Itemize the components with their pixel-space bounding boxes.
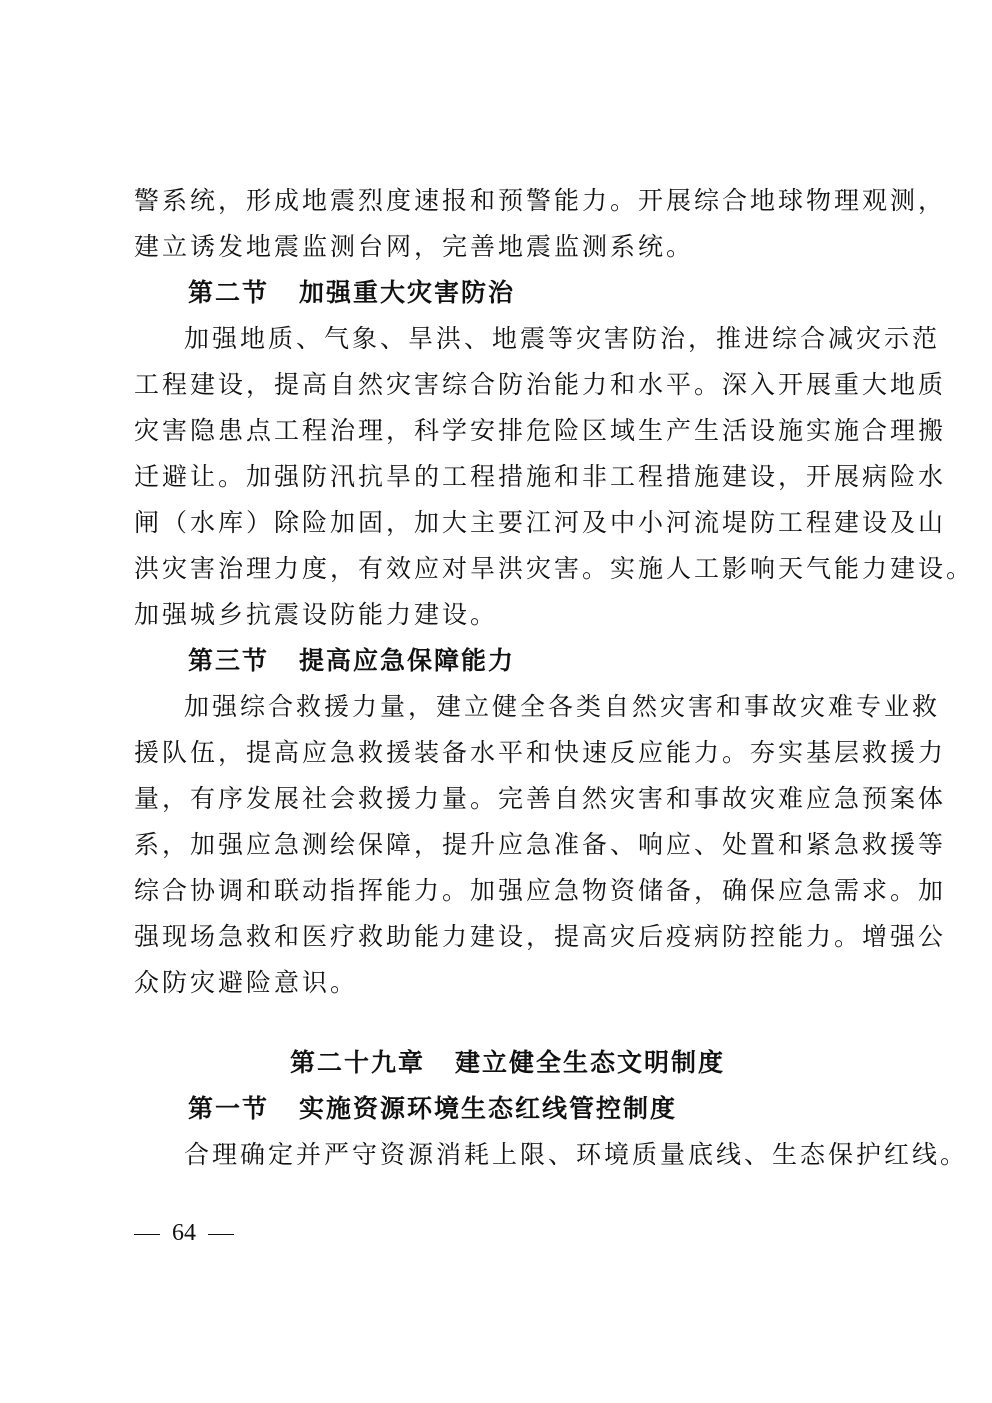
- section-heading: [188, 278, 515, 308]
- chapter-number: 第二十九章: [290, 1048, 426, 1077]
- page-number-footer: [134, 1218, 234, 1248]
- section-heading: [188, 1094, 677, 1124]
- body-line: 工程建设，提高自然灾害综合防治能力和水平。深入开展重大地质: [134, 370, 947, 399]
- body-line: 警系统，形成地震烈度速报和预警能力。开展综合地球物理观测，: [134, 186, 947, 215]
- chapter-title: 建立健全生态文明制度: [455, 1048, 726, 1077]
- section-number: 第一节: [188, 1094, 270, 1123]
- chapter-heading: [290, 1048, 725, 1078]
- body-line: 建立诱发地震监测台网，完善地震监测系统。: [134, 232, 695, 261]
- body-line: 援队伍，提高应急救援装备水平和快速反应能力。夯实基层救援力: [134, 738, 947, 767]
- body-line: 强现场急救和医疗救助能力建设，提高灾后疫病防控能力。增强公: [134, 922, 947, 951]
- section-title: 加强重大灾害防治: [299, 278, 516, 307]
- body-line: 洪灾害治理力度，有效应对旱洪灾害。实施人工影响天气能力建设。: [134, 554, 975, 583]
- section-title: 实施资源环境生态红线管控制度: [299, 1094, 678, 1123]
- dash-right: [208, 1234, 234, 1235]
- body-line: 灾害隐患点工程治理，科学安排危险区域生产生活设施实施合理搬: [134, 416, 947, 445]
- dash-left: [134, 1234, 160, 1235]
- body-line: 迁避让。加强防汛抗旱的工程措施和非工程措施建设，开展病险水: [134, 462, 947, 491]
- section-number: 第二节: [188, 278, 270, 307]
- page-number: 64: [172, 1220, 196, 1246]
- body-line: 系，加强应急测绘保障，提升应急准备、响应、处置和紧急救援等: [134, 830, 947, 859]
- body-line: 量，有序发展社会救援力量。完善自然灾害和事故灾难应急预案体: [134, 784, 947, 813]
- body-line: 众防灾避险意识。: [134, 968, 359, 997]
- body-line: 加强综合救援力量，建立健全各类自然灾害和事故灾难专业救: [184, 692, 941, 721]
- body-line: 加强地质、气象、旱洪、地震等灾害防治，推进综合减灾示范: [184, 324, 941, 353]
- section-number: 第三节: [188, 646, 270, 675]
- body-line: 闸（水库）除险加固，加大主要江河及中小河流堤防工程建设及山: [134, 508, 947, 537]
- section-title: 提高应急保障能力: [299, 646, 516, 675]
- body-line: 综合协调和联动指挥能力。加强应急物资储备，确保应急需求。加: [134, 876, 947, 905]
- section-heading: [188, 646, 515, 676]
- body-line: 合理确定并严守资源消耗上限、环境质量底线、生态保护红线。: [184, 1140, 969, 1169]
- body-line: 加强城乡抗震设防能力建设。: [134, 600, 499, 629]
